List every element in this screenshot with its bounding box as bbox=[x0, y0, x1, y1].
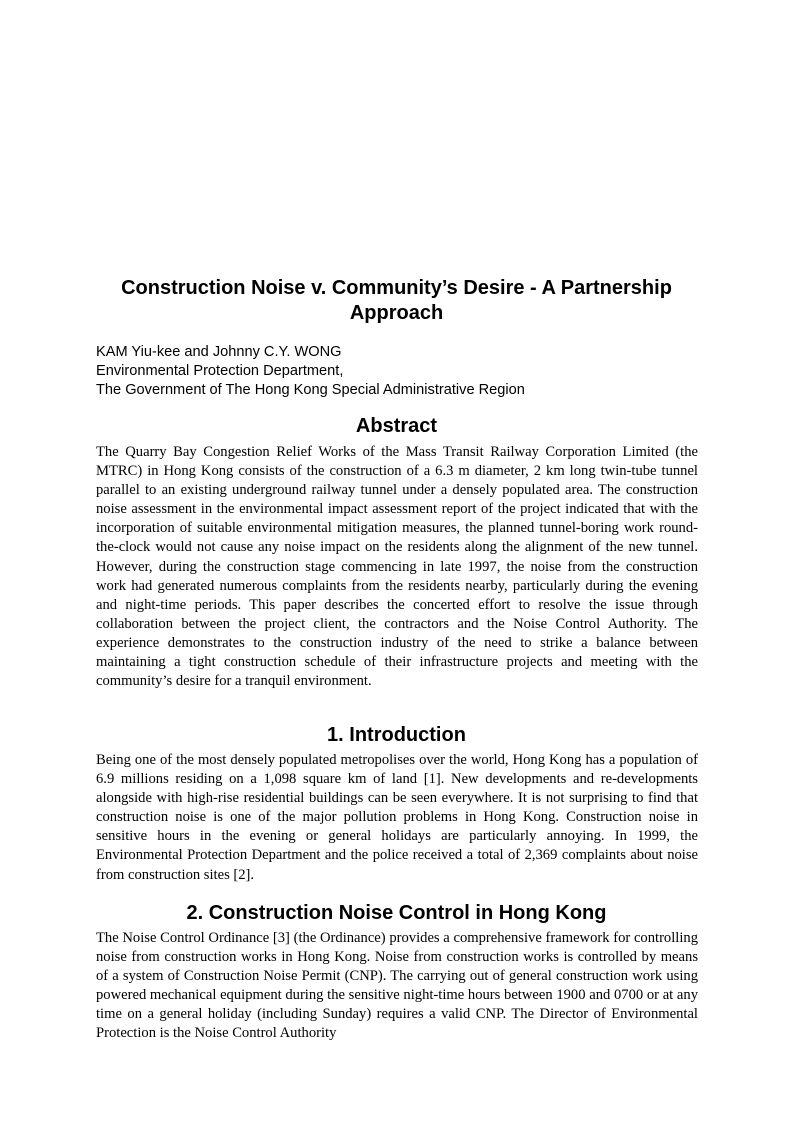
abstract-text: The Quarry Bay Congestion Relief Works of the Mass Transit Railway Corporation Limited (the MTRC) in Hong Kong consists of the construction of a 6.3 m diameter, 2 km long twin-tube tunnel parallel to an existing underground railway tunnel under a densely populated area. The construction noise assessment in the environmental impact assessment report of the project indicated that with the incorporation of suitable environmental mitigation measures, the planned tunnel-boring work round-the-clock would not cause any noise impact on the residents along the alignment of the new tunnel. However, during the construction stage commencing in late 1997, the noise from the construction work had generated numerous complaints from the residents nearby, particularly during the evening and night-time periods. This paper describes the concerted effort to resolve the issue through collaboration between the project client, the contractors and the Noise Control Authority. The experience demonstrates to the construction industry of the need to strike a balance between maintaining a tight construction schedule of their infrastructure projects and meeting with the community’s desire for a tranquil environment. bbox=[96, 444, 698, 690]
author-organization: The Government of The Hong Kong Special Administrative Region bbox=[96, 382, 525, 398]
author-block bbox=[96, 343, 697, 400]
section-2-text: The Noise Control Ordinance [3] (the Ordinance) provides a comprehensive framework for controlling noise from construction works in Hong Kong. Noise from construction works is controlled by means of a system of Construction Noise Permit (CNP). The carrying out of general construction work using powered mechanical equipment during the sensitive night-time hours between 1900 and 0700 or at any time on a general holiday (including Sunday) requires a valid CNP. The Director of Environmental Protection is the Noise Control Authority bbox=[96, 930, 698, 1042]
abstract-heading: Abstract bbox=[355, 415, 438, 437]
author-department: Environmental Protection Department, bbox=[96, 363, 344, 379]
introduction-heading: 1. Introduction bbox=[327, 724, 466, 746]
paper-title: Construction Noise v. Community’s Desire - A Partnership Approach bbox=[121, 277, 672, 324]
author-names: KAM Yiu-kee and Johnny C.Y. WONG bbox=[96, 344, 342, 360]
introduction-text: Being one of the most densely populated metropolises over the world, Hong Kong has a population of 6.9 millions residing on a 1,098 square km of land [1]. New developments and re-developments alongside with high-rise residential buildings can be seen everywhere. It is not surprising to find that construction noise is one of the major pollution problems in Hong Kong. Construction noise in sensitive hours in the evening or general holidays are particularly annoying. In 1999, the Environmental Protection Department and the police received a total of 2,369 complaints about noise from construction sites [2]. bbox=[96, 752, 698, 883]
section-2-heading: 2. Construction Noise Control in Hong Kong bbox=[186, 902, 607, 924]
